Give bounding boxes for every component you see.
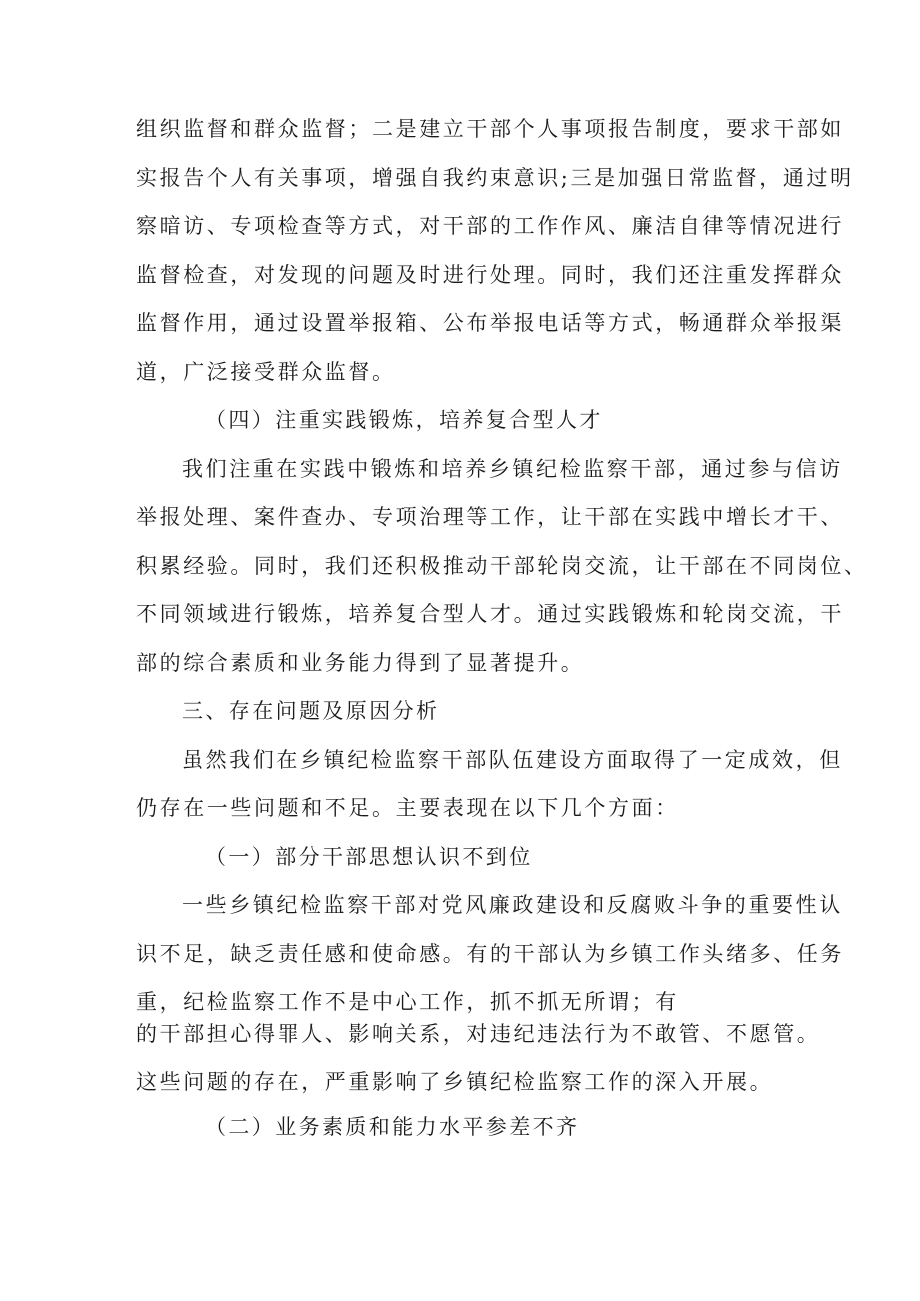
paragraph-first-line: 一些乡镇纪检监察干部对党风廉政建设和反腐败斗争的重要性认 [182,893,843,917]
section-heading: （一）部分干部思想认识不到位 [205,845,533,869]
paragraph-first-line: 我们注重在实践中锻炼和培养乡镇纪检监察干部，通过参与信访 [182,457,843,481]
body-text-line: 部的综合素质和业务能力得到了显著提升。 [136,651,585,675]
section-heading: （二）业务素质和能力水平参差不齐 [205,1115,580,1139]
body-text-line: 监督作用，通过设置举报箱、公布举报电话等方式，畅通群众举报渠 [136,311,844,335]
body-text-line: 这些问题的存在，严重影响了乡镇纪检监察工作的深入开展。 [136,1070,774,1094]
body-text-line: 举报处理、案件查办、专项治理等工作，让干部在实践中增长才干、 [136,505,844,529]
body-text-line: 积累经验。同时，我们还积极推动干部轮岗交流，让干部在不同岗位、 [136,554,868,578]
body-text-line: 监督检查，对发现的问题及时进行处理。同时，我们还注重发挥群众 [136,263,844,287]
body-text-line: 组织监督和群众监督；二是建立干部个人事项报告制度，要求干部如 [136,117,844,141]
body-text-line: 实报告个人有关事项，增强自我约束意识;三是加强日常监督，通过明 [136,166,854,190]
paragraph-first-line: 虽然我们在乡镇纪检监察干部队伍建设方面取得了一定成效，但 [182,748,843,772]
section-heading: （四）注重实践锻炼，培养复合型人才 [205,408,603,432]
body-text-line: 道，广泛接受群众监督。 [136,360,396,384]
body-text-line: 重，纪检监察工作不是中心工作，抓不抓无所谓；有 [136,990,679,1014]
body-text-line: 仍存在一些问题和不足。主要表现在以下几个方面： [136,796,679,820]
body-text-line: 识不足，缺乏责任感和使命感。有的干部认为乡镇工作头绪多、任务 [136,942,844,966]
body-text-line: 察暗访、专项检查等方式，对干部的工作作风、廉洁自律等情况进行 [136,214,844,238]
section-heading: 三、存在问题及原因分析 [182,699,440,723]
body-text-line: 的干部担心得罪人、影响关系，对违纪违法行为不敢管、不愿管。 [136,1022,821,1046]
body-text-line: 不同领域进行锻炼，培养复合型人才。通过实践锻炼和轮岗交流，干 [136,602,844,626]
